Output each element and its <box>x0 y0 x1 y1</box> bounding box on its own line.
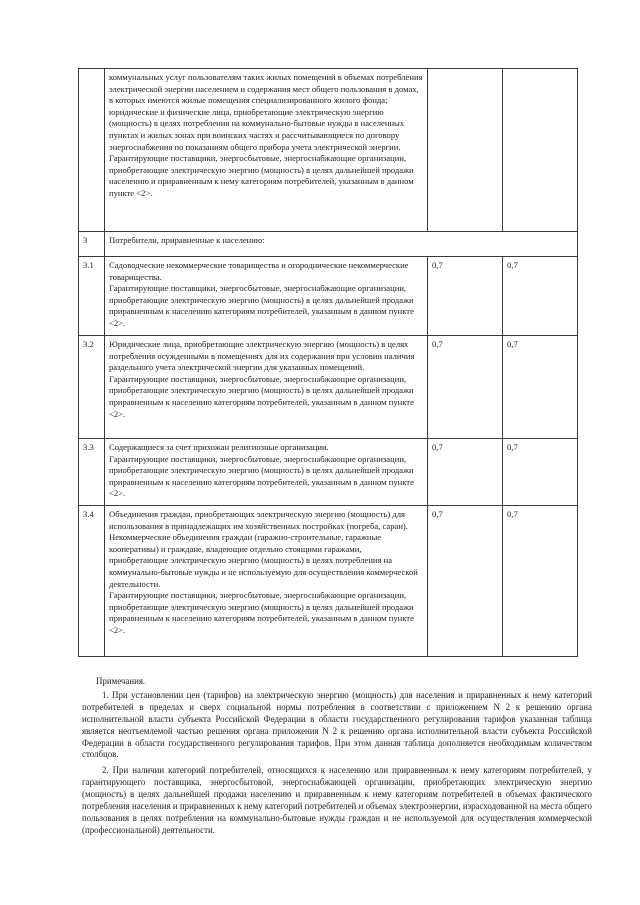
value-cell-1: 0,7 <box>428 506 503 657</box>
row-number: 3.1 <box>79 257 105 336</box>
table-row <box>79 439 578 506</box>
row-description <box>105 257 428 336</box>
value-cell-1: 0,7 <box>428 336 503 439</box>
table-row <box>79 69 578 232</box>
note-item: 2. При наличии категорий потребителей, относящихся к населению или приравненным к нему категориям потребителей, у гарантирующего поставщика, энергосбытовой, энергоснабжающей организации, приобретающих электрическую энергию (мощность) в целях дальнейшей продажи населению и приравненным к нему категориям потребителей в объемах фактического потребления населения и приравненных к нему категорий потребителей и объемах электроэнергии, израсходованной на места общего пользования в целях потребления на коммунально-бытовые нужды граждан и не используемой для осуществления коммерческой (профессиональной) деятельности. <box>82 765 592 835</box>
table-row <box>79 506 578 657</box>
description-line: Гарантирующие поставщики, энергосбытовые, энергоснабжающие организации, приобретающие электрическую энергию (мощность) в целях дальнейшей продажи приравненным к населению категориям потребителей, указанным в данном пункте <2>. <box>109 283 414 328</box>
row-description <box>105 69 428 232</box>
table-row <box>79 257 578 336</box>
value-cell-1 <box>428 69 503 232</box>
row-number: 3 <box>79 232 105 257</box>
description-line: юридические и физические лица, приобретающие электрическую энергию (мощность) в целях потребления на коммунально-бытовые нужды в населенных пунктах и жилых зонах при воинских частях и рассчитывающиеся по договору энергоснабжения по показаниям общего прибора учета электрической энергии. <box>109 106 405 152</box>
row-number: 3.4 <box>79 506 105 657</box>
row-description <box>105 506 428 657</box>
table-row-section <box>79 232 578 257</box>
description-line: Гарантирующие поставщики, энергосбытовые, энергоснабжающие организации, приобретающие электрическую энергию (мощность) в целях дальнейшей продажи приравненным к населению категориям потребителей, указанным в данном пункте <2>. <box>109 453 414 499</box>
row-number: 3.2 <box>79 336 105 439</box>
value-cell-2: 0,7 <box>503 506 578 657</box>
description-line: коммунальных услуг пользователям таких жилых помещений в объемах потребления электрической энергии населением и содержания мест общего пользования в домах, в которых имеются жилые помещения специализированного жилого фонда; <box>109 72 423 106</box>
description-line: Гарантирующие поставщики, энергосбытовые, энергоснабжающие организации, приобретающие электрическую энергию (мощность) в целях дальнейшей продажи приравненным к населению категориям потребителей, указанным в данном пункте <2>. <box>109 373 414 419</box>
value-cell-2: 0,7 <box>503 439 578 506</box>
value-cell-2: 0,7 <box>503 336 578 439</box>
description-line: Гарантирующие поставщики, энергосбытовые, энергоснабжающие организации, приобретающие электрическую энергию (мощность) в целях дальнейшей продажи населению и приравненным к нему категориям потребителей, указанным в данном пункте <2>. <box>109 153 414 198</box>
description-line: Садоводческие некоммерческие товарищества и огороднические некоммерческие товарищества. <box>109 260 409 282</box>
row-number <box>79 69 105 232</box>
section-title: Потребители, приравненные к населению: <box>105 232 578 257</box>
row-number: 3.3 <box>79 439 105 506</box>
tariff-table <box>78 68 578 657</box>
value-cell-2 <box>503 69 578 232</box>
description-line: Гарантирующие поставщики, энергосбытовые, энергоснабжающие организации, приобретающие электрическую энергию (мощность) в целях дальнейшей продажи приравненным к населению категориям потребителей, указанным в данном пункте <2>. <box>109 590 414 635</box>
description-line: Объединения граждан, приобретающих электрическую энергию (мощность) для использования в принадлежащих им хозяйственных постройках (погреба, сараи). <box>109 509 408 531</box>
value-cell-1: 0,7 <box>428 439 503 506</box>
description-line: Некоммерческие объединения граждан (гаражно-строительные, гаражные кооперативы) и граждане, владеющие отдельно стоящими гаражами, приобретающие электрическую энергию (мощность) в целях потребления на коммунально-бытовые нужды и не используемую для осуществления коммерческой деятельности. <box>109 532 418 589</box>
value-cell-2: 0,7 <box>503 257 578 336</box>
value-cell-1: 0,7 <box>428 257 503 336</box>
note-item: 1. При установлении цен (тарифов) на электрическую энергию (мощность) для населения и приравненных к нему категорий потребителей в пределах и сверх социальной нормы потребления в соответствии с приложением N 2 к решению органа исполнительной власти субъекта Российской Федерации в области государственного регулирования тарифов указанная таблица является неотъемлемой частью решения органа приложения N 2 к решению органа исполнительной власти субъекта Российской Федерации в области государственного регулирования тарифов. При этом данная таблица дополняется необходимым количеством столбцов. <box>82 689 592 760</box>
notes-heading: Примечания. <box>96 676 146 686</box>
table-row <box>79 336 578 439</box>
row-description <box>105 336 428 439</box>
description-line: Содержащиеся за счет прихожан религиозные организации. <box>109 442 329 452</box>
notes-section <box>82 676 592 837</box>
row-description <box>105 439 428 506</box>
description-line: Юридические лица, приобретающие электрическую энергию (мощность) в целях потребления осужденными в помещениях для их содержания при условии наличия раздельного учета электрической энергии для указанных помещений. <box>109 339 415 373</box>
